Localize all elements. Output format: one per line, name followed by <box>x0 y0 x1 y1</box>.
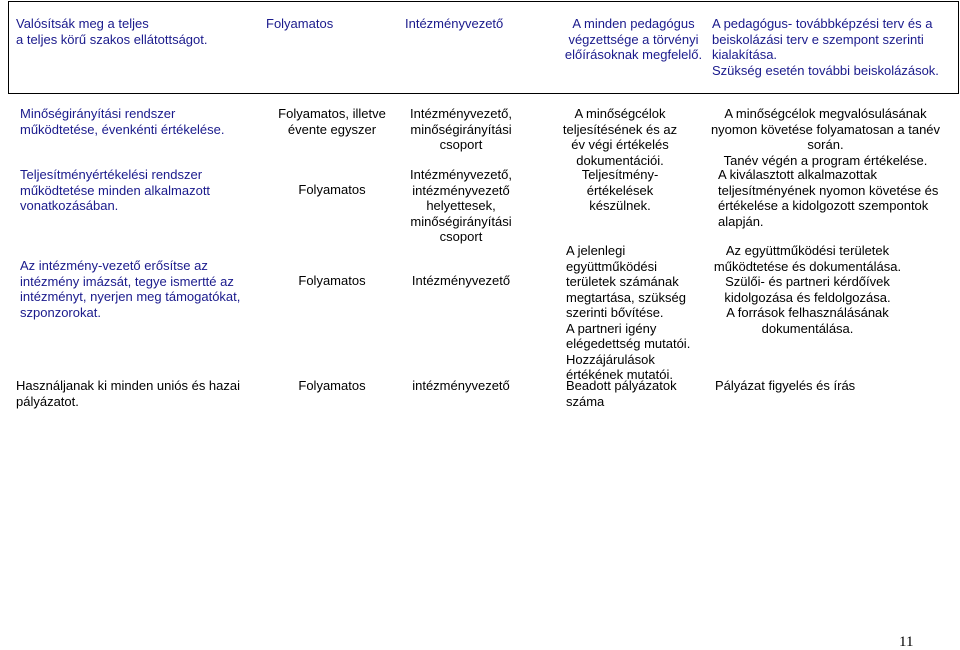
cell-line: kidolgozása és feldolgozása. <box>724 289 891 305</box>
cell-line: A minőségcélok <box>574 106 666 121</box>
cell-line: megtartása, szükség <box>566 289 686 305</box>
cell-line: Minőségirányítási rendszer <box>20 106 176 121</box>
cell-line: végzettsége a törvényi <box>568 31 699 47</box>
cell-line: Szülői- és partneri kérdőívek <box>725 274 890 289</box>
cell-line: szerinti bővítése. <box>566 305 664 320</box>
cell-line: intézmény imázsát, tegye ismertté az <box>20 273 234 289</box>
cell-goal <box>20 167 260 214</box>
cell-deadline <box>266 16 386 32</box>
cell-line: száma <box>566 393 605 409</box>
cell-line: területek számának <box>566 274 679 289</box>
cell-line: Intézményvezető, <box>410 106 512 121</box>
cell-indicator <box>545 106 695 168</box>
cell-line: Pályázat figyelés és írás <box>715 378 856 393</box>
page-number: 11 <box>899 634 914 650</box>
cell-line: intézményt, nyerjen meg támogatókat, <box>20 289 241 304</box>
cell-line: év végi értékelés <box>571 137 669 152</box>
cell-line: működtetése és dokumentálása. <box>713 258 902 274</box>
cell-line: Folyamatos <box>298 378 366 393</box>
cell-indicator <box>566 243 716 383</box>
cell-line: Intézményvezető <box>411 273 511 288</box>
cell-line: Intézményvezető, <box>410 167 512 182</box>
cell-line: minőségirányítási <box>410 121 512 137</box>
cell-goal <box>16 378 266 409</box>
cell-line: A partneri igény <box>566 320 657 336</box>
cell-evaluation <box>718 167 958 229</box>
cell-line: Folyamatos <box>298 273 366 288</box>
cell-line: értékelése a kidolgozott szempontok <box>718 198 929 213</box>
cell-line: A jelenlegi <box>566 243 626 258</box>
cell-line: helyettesek, <box>426 198 496 213</box>
cell-line: Intézményvezető <box>405 16 504 31</box>
cell-line: Folyamatos <box>298 182 366 197</box>
cell-line: elégedettség mutatói. <box>566 336 691 351</box>
cell-goal <box>20 258 260 320</box>
cell-line: Tanév végén a program értékelése. <box>723 152 928 168</box>
cell-line: intézményvezető <box>412 182 510 198</box>
cell-line: A források felhasználásának <box>726 305 889 320</box>
cell-line: beiskolázási terv e szempont szerinti <box>712 31 924 47</box>
cell-line: csoport <box>439 229 483 244</box>
cell-line: évente egyszer <box>287 121 377 137</box>
cell-responsible <box>405 16 545 32</box>
cell-line: értékének mutatói. <box>566 367 673 382</box>
cell-goal <box>20 106 260 137</box>
cell-line: során. <box>807 137 844 152</box>
cell-line: minőségirányítási <box>410 213 512 229</box>
cell-line: együttműködési <box>566 258 658 274</box>
cell-line: Szükség esetén további beiskolázások. <box>712 62 939 78</box>
cell-evaluation <box>703 106 948 168</box>
cell-line: Beadott pályázatok <box>566 378 677 393</box>
cell-line: A pedagógus- továbbképzési terv és a <box>712 16 933 31</box>
cell-line: Hozzájárulások <box>566 351 655 367</box>
cell-line: előírásoknak megfelelő. <box>564 47 703 62</box>
cell-line: működtetése minden alkalmazott <box>20 182 211 198</box>
cell-line: vonatkozásában. <box>20 198 119 213</box>
cell-line: csoport <box>439 137 483 152</box>
cell-deadline <box>262 273 402 289</box>
cell-line: készülnek. <box>589 198 651 213</box>
cell-line: Teljesítményértékelési rendszer <box>20 167 203 182</box>
cell-line: dokumentációi. <box>576 152 664 168</box>
cell-deadline <box>262 182 402 198</box>
cell-line: A kiválasztott alkalmazottak <box>718 167 877 182</box>
cell-line: Az intézmény-vezető erősítse az <box>20 258 208 273</box>
cell-line: Az együttműködési területek <box>725 243 890 258</box>
cell-deadline <box>262 106 402 137</box>
cell-line: Teljesítmény- <box>581 167 659 182</box>
cell-deadline <box>262 378 402 394</box>
cell-line: Valósítsák meg a teljes <box>16 16 149 31</box>
cell-responsible <box>395 378 527 394</box>
cell-line: Használjanak ki minden uniós és hazai <box>16 378 241 393</box>
cell-line: a teljes körű szakos ellátottságot. <box>16 31 208 47</box>
cell-line: alapján. <box>718 213 764 229</box>
cell-evaluation <box>715 378 955 394</box>
cell-line: A minőségcélok megvalósulásának <box>724 106 927 121</box>
cell-responsible <box>402 106 520 153</box>
cell-line: intézményvezető <box>412 378 510 393</box>
cell-line: értékelések <box>586 182 654 198</box>
cell-line: működtetése, évenkénti értékelése. <box>20 121 225 137</box>
cell-indicator <box>556 16 711 63</box>
cell-line: nyomon követése folyamatosan a tanév <box>710 121 941 137</box>
cell-line: pályázatot. <box>16 393 79 409</box>
cell-goal <box>16 16 256 47</box>
cell-indicator <box>566 378 716 409</box>
cell-line: teljesítésének és az <box>562 121 678 137</box>
cell-responsible <box>402 167 520 245</box>
cell-line: teljesítményének nyomon követése és <box>718 182 939 198</box>
cell-line: szponzorokat. <box>20 304 101 320</box>
cell-evaluation <box>712 16 957 78</box>
cell-responsible <box>395 273 527 289</box>
cell-line: Folyamatos <box>266 16 334 31</box>
cell-line: A minden pedagógus <box>572 16 695 31</box>
cell-line: Folyamatos, illetve <box>278 106 386 121</box>
cell-line: dokumentálása. <box>761 320 854 336</box>
cell-evaluation <box>695 243 920 336</box>
cell-line: kialakítása. <box>712 47 778 62</box>
cell-indicator <box>545 167 695 214</box>
